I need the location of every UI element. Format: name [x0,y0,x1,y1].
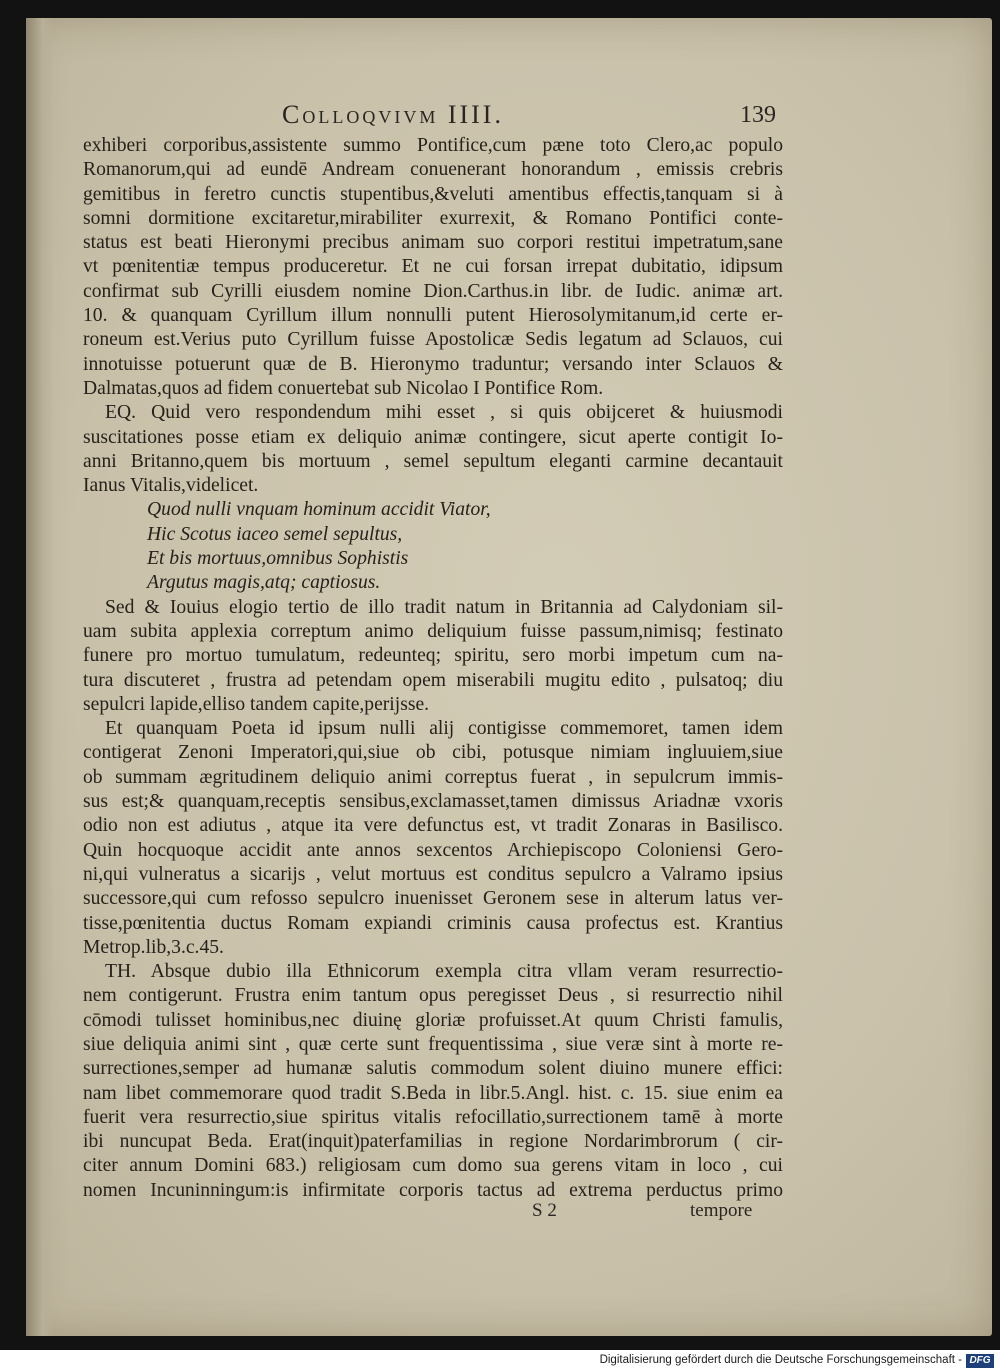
text-line: EQ. Quid vero respondendum mihi esset , si quis obijceret & huiusmodi [105,402,783,424]
text-line: successore,qui cum refosso sepulcro inuenisset Geronem sese in alterum latus ver- [83,888,783,910]
dfg-logo-icon: DFG [966,1354,994,1368]
catchword: tempore [690,1200,753,1221]
text-line: tisse,pœnitentia ductus Romam expiandi criminis causa profectus est. Krantius [83,912,783,934]
page-header [0,100,1000,134]
text-line: TH. Absque dubio illa Ethnicorum exempla citra vllam veram resurrectio- [105,961,783,983]
text-line: sepulcri lapide,elliso tandem capite,perijsse. [83,693,430,715]
text-line: innotuisse potuerunt quæ de B. Hieronymo traduntur; versando inter Sclauos & [83,353,783,375]
text-line: Sed & Iouius elogio tertio de illo tradit natum in Britannia ad Calydoniam sil- [105,596,783,618]
text-line: surrectiones,semper ad humanæ salutis commodum solent diuino munere effici: [83,1058,783,1080]
signature-mark: S 2 [532,1200,557,1221]
page-number: 139 [740,102,776,128]
text-line: cōmodi tulisset hominibus,nec diuinę gloriæ profuisset.At quum Christi famulis, [83,1009,783,1031]
text-line: somni dormitione excitaretur,mirabiliter exurrexit, & Romano Pontifici conte- [83,207,783,229]
text-line: 10. & quanquam Cyrillum illum nonnulli putent Hierosolymitanum,id certe er- [83,305,783,327]
text-line: Et quanquam Poeta id ipsum nulli alij contigisse commemoret, tamen idem [105,718,783,740]
text-line: Romanorum,qui ad eundē Andream conuenerant honorandum , emissis crebris [83,159,783,181]
text-line: tura discuteret , frustra ad petendam opem miserabili mugitu edito , pulsatoq; diu [83,669,783,691]
text-line: fuerit vera resurrectio,siue spiritus vitalis refocillatio,surrectionem tamē à morte [83,1106,783,1128]
text-line: Metrop.lib,3.c.45. [83,936,224,958]
text-line: ob summam ægritudinem deliquio animi correptus fuerat , in sepulcrum immis- [83,766,783,788]
body-text [83,134,783,1203]
running-title: Colloqvivm IIII. [282,100,504,129]
text-line: Quin hocquoque accidit ante annos sexcentos Archiepiscopo Coloniensi Gero- [83,839,783,861]
text-line: uam subita applexia correptum animo deliquium fuisse passum,nimisq; festinato [83,620,783,642]
page-gutter-shadow [26,18,54,1336]
text-line: funere pro mortuo tumulatum, redeunteq; spiritu, sero morbi impetum cum na- [83,645,783,667]
text-line: nam libet commemorare quod tradit S.Beda in libr.5.Angl. hist. c. 15. siue enim ea [83,1082,783,1104]
text-line: roneum est.Verius puto Cyrillum fuisse Apostolicæ Sedis legatum ad Sclauos, cui [83,329,783,351]
text-line: vt pœnitentiæ tempus produceretur. Et ne cui forsan irrepat dubitatio, idipsum [83,256,783,278]
text-line: Dalmatas,quos ad fidem conuertebat sub Nicolao I Pontifice Rom. [83,377,604,399]
text-line: ibi nuncupat Beda. Erat(inquit)paterfamilias in regione Nordarimbrorum ( cir- [83,1131,783,1153]
text-line: anni Britanno,quem bis mortuum , semel sepultum eleganti carmine decantauit [83,450,783,472]
text-line: contigerat Zenoni Imperatori,qui,siue ob cibi, potusque nimiam ingluuiem,siue [83,742,783,764]
text-line: odio non est adiutus , atque ita vere defunctus est, vt tradit Zonaras in Basilisco. [83,815,783,837]
text-line: nomen Incuninningum:is infirmitate corporis tactus ad extrema perductus primo [83,1179,783,1201]
text-line: confirmat sub Cyrilli eiusdem nomine Dion.Carthus.in libr. de Iudic. animæ art. [83,280,783,302]
text-line: suscitationes posse etiam ex deliquio animæ contingere, sicut aperte contigit Io- [83,426,783,448]
text-line: Ianus Vitalis,videlicet. [83,475,259,497]
text-line: nem contigerunt. Frustra enim tantum opus peregisset Deus , si resurrectio nihil [83,985,783,1007]
text-line: sus est;& quanquam,receptis sensibus,exclamasset,tamen dimissus Ariadnæ vxoris [83,791,783,813]
verse-line: Quod nulli vnquam hominum accidit Viator, [147,499,491,521]
page-footer [0,1200,1000,1226]
verse-line: Hic Scotus iaceo semel sepultus, [147,523,403,545]
verse-line: Argutus magis,atq; captiosus. [147,572,381,594]
verse-line: Et bis mortuus,omnibus Sophistis [147,548,409,570]
text-line: ni,qui vulneratus a sicarijs , velut mortuus est conditus sepulcro a Valramo ipsius [83,863,783,885]
text-line: gemitibus in feretro cunctis stupentibus,&veluti amentibus effectis,tanquam si à [83,183,783,205]
text-line: siue deliquia animi sint , quæ certe sunt frequentissima , siue veræ sint à morte re- [83,1033,783,1055]
text-line: status est beati Hieronymi precibus animam suo corpori restitui impetratum,sane [83,232,783,254]
credit-text: Digitalisierung gefördert durch die Deutsche Forschungsgemeinschaft - [599,1354,962,1366]
text-line: citer annum Domini 683.) religiosam cum domo sua gerens vitam in loco , cui [83,1155,783,1177]
credit-bar [0,1350,1000,1372]
text-line: exhiberi corporibus,assistente summo Pontifice,cum pæne toto Clero,ac populo [83,135,783,156]
